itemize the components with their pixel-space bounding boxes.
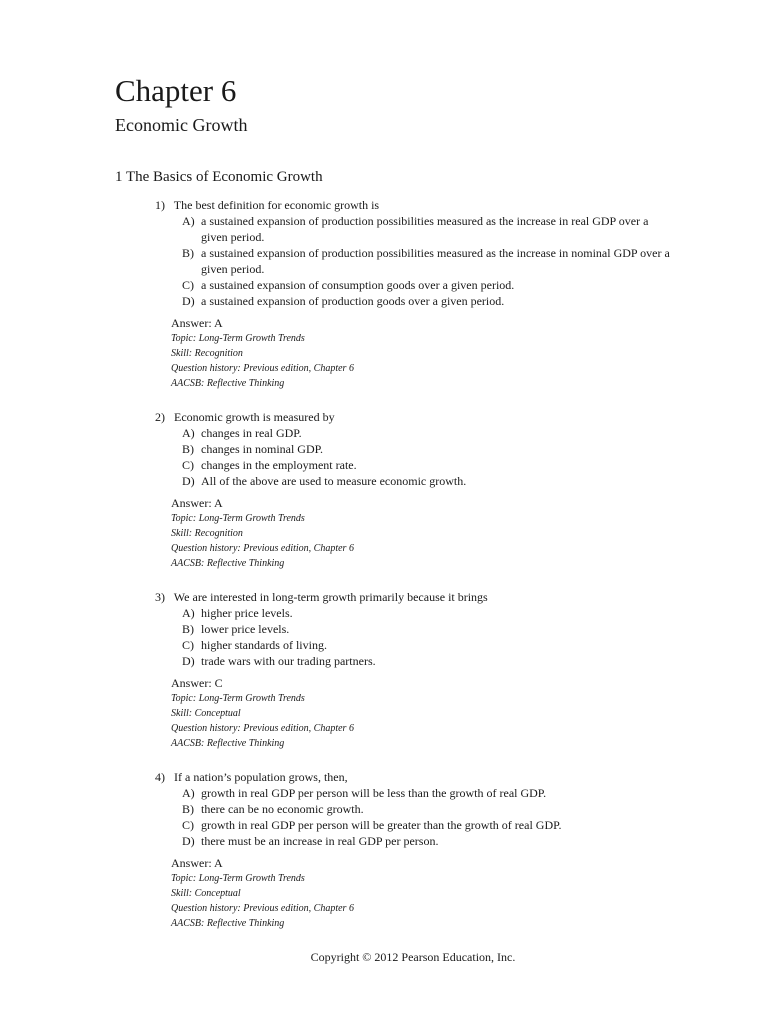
question-number: 2) <box>155 410 165 424</box>
option-letter: C) <box>182 278 194 292</box>
topic: Topic: Long-Term Growth Trends <box>171 873 305 884</box>
question-stem <box>0 409 768 425</box>
option-d <box>0 833 768 849</box>
option-text: growth in real GDP per person will be greater than the growth of real GDP. <box>201 818 562 832</box>
option-text: changes in nominal GDP. <box>201 442 323 456</box>
option-text: a sustained expansion of production possibilities measured as the increase in nominal GDP over a given period. <box>201 246 670 276</box>
answer: Answer: A <box>171 496 223 510</box>
question-4 <box>0 769 768 931</box>
skill: Skill: Recognition <box>171 348 243 359</box>
option-letter: D) <box>182 834 195 848</box>
question-stem <box>0 589 768 605</box>
section-heading: 1 The Basics of Economic Growth <box>115 169 323 185</box>
option-text: lower price levels. <box>201 622 290 636</box>
skill: Skill: Conceptual <box>171 888 241 899</box>
option-letter: D) <box>182 294 195 308</box>
question-history: Question history: Previous edition, Chapter 6 <box>171 543 354 554</box>
skill: Skill: Conceptual <box>171 708 241 719</box>
option-list <box>0 213 768 309</box>
question-3 <box>0 589 768 769</box>
option-text: changes in real GDP. <box>201 426 302 440</box>
option-letter: B) <box>182 246 194 260</box>
spacer <box>0 571 768 589</box>
option-letter: A) <box>182 786 195 800</box>
option-letter: B) <box>182 622 194 636</box>
answer: Answer: A <box>171 856 223 870</box>
question-1 <box>0 197 768 409</box>
option-text: higher price levels. <box>201 606 293 620</box>
question-stem <box>0 769 768 785</box>
option-b <box>0 621 768 637</box>
option-text: growth in real GDP per person will be less than the growth of real GDP. <box>201 786 547 800</box>
skill: Skill: Recognition <box>171 528 243 539</box>
aacsb: AACSB: Reflective Thinking <box>171 558 285 569</box>
option-letter: C) <box>182 638 194 652</box>
question-history: Question history: Previous edition, Chapter 6 <box>171 903 354 914</box>
option-text: there can be no economic growth. <box>201 802 364 816</box>
question-history: Question history: Previous edition, Chapter 6 <box>171 723 354 734</box>
option-letter: C) <box>182 458 194 472</box>
option-d <box>0 473 768 489</box>
option-a <box>0 605 768 621</box>
copyright-footer: Copyright © 2012 Pearson Education, Inc. <box>310 950 516 964</box>
question-list <box>0 197 768 931</box>
option-letter: D) <box>182 654 195 668</box>
option-text: changes in the employment rate. <box>201 458 357 472</box>
question-history: Question history: Previous edition, Chapter 6 <box>171 363 354 374</box>
spacer <box>0 391 768 409</box>
question-number: 1) <box>155 198 165 212</box>
option-letter: B) <box>182 442 194 456</box>
question-2 <box>0 409 768 589</box>
aacsb: AACSB: Reflective Thinking <box>171 738 285 749</box>
option-c <box>0 457 768 473</box>
answer: Answer: A <box>171 316 223 330</box>
option-text: All of the above are used to measure economic growth. <box>201 474 467 488</box>
option-b <box>0 801 768 817</box>
option-list <box>0 425 768 489</box>
chapter-subtitle: Economic Growth <box>115 115 248 135</box>
option-letter: C) <box>182 818 194 832</box>
question-text: We are interested in long-term growth primarily because it brings <box>173 590 488 604</box>
topic: Topic: Long-Term Growth Trends <box>171 693 305 704</box>
question-text: If a nation’s population grows, then, <box>174 770 348 784</box>
option-a <box>0 213 768 245</box>
option-letter: B) <box>182 802 194 816</box>
chapter-title: Chapter 6 <box>115 73 237 108</box>
question-number: 4) <box>155 770 165 784</box>
option-text: trade wars with our trading partners. <box>201 654 376 668</box>
option-text: a sustained expansion of production possibilities measured as the increase in real GDP over a given period. <box>201 214 649 244</box>
option-text: a sustained expansion of consumption goods over a given period. <box>201 278 515 292</box>
option-b <box>0 441 768 457</box>
topic: Topic: Long-Term Growth Trends <box>171 333 305 344</box>
aacsb: AACSB: Reflective Thinking <box>171 378 285 389</box>
option-text: a sustained expansion of production goods over a given period. <box>201 294 505 308</box>
option-c <box>0 637 768 653</box>
option-letter: A) <box>182 426 195 440</box>
question-stem <box>0 197 768 213</box>
option-letter: A) <box>182 214 195 228</box>
question-text: Economic growth is measured by <box>174 410 335 424</box>
question-text: The best definition for economic growth is <box>173 198 380 212</box>
option-d <box>0 293 768 309</box>
option-b <box>0 245 768 277</box>
spacer <box>0 751 768 769</box>
answer: Answer: C <box>171 676 223 690</box>
option-a <box>0 785 768 801</box>
aacsb: AACSB: Reflective Thinking <box>171 918 285 929</box>
option-letter: A) <box>182 606 195 620</box>
option-text: higher standards of living. <box>201 638 327 652</box>
topic: Topic: Long-Term Growth Trends <box>171 513 305 524</box>
option-text: there must be an increase in real GDP per person. <box>201 834 439 848</box>
option-c <box>0 817 768 833</box>
question-number: 3) <box>155 590 165 604</box>
option-c <box>0 277 768 293</box>
option-list <box>0 785 768 849</box>
option-list <box>0 605 768 669</box>
option-letter: D) <box>182 474 195 488</box>
option-d <box>0 653 768 669</box>
option-a <box>0 425 768 441</box>
